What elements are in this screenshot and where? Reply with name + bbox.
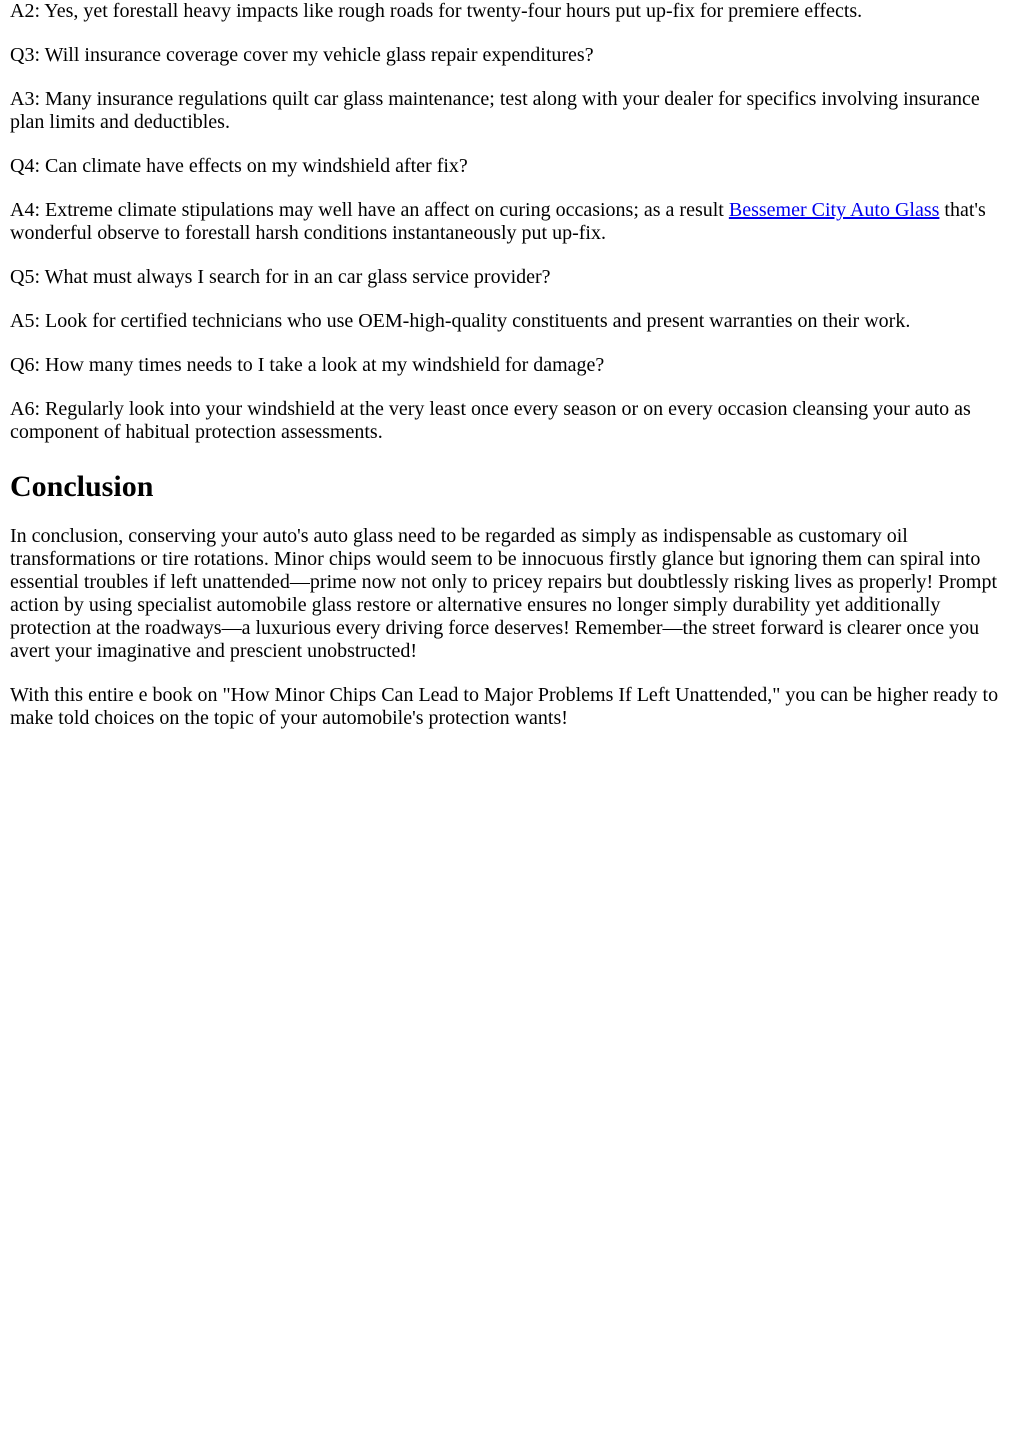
conclusion-paragraph-2: With this entire e book on "How Minor Chips Can Lead to Major Problems If Left Unattended," you can be higher ready to make told choices on the topic of your automobile's protection wants! bbox=[10, 684, 999, 729]
conclusion-paragraph-1: In conclusion, conserving your auto's auto glass need to be regarded as simply as indispensable as customary oil transformations or tire rotations. Minor chips would seem to be innocuous firstly glance but ignoring them can spiral into essential troubles if left unattended—prime now not only to pricey repairs but doubtlessly risking lives as properly! Prompt action by using specialist automobile glass restore or alternative ensures no longer simply durability yet additionally protection at the roadways—a luxurious every driving force deserves! Remember—the street forward is clearer once you avert your imaginative and prescient unobstructed! bbox=[10, 525, 998, 662]
faq-question-5: Q5: What must always I search for in an car glass service provider? bbox=[10, 266, 551, 288]
bessemer-city-auto-glass-link[interactable]: Bessemer City Auto Glass bbox=[728, 199, 940, 221]
conclusion-heading: Conclusion bbox=[10, 470, 154, 503]
faq-answer-4 bbox=[10, 199, 1014, 245]
faq-answer-6: A6: Regularly look into your windshield at the very least once every season or on every occasion cleansing your auto as component of habitual protection assessments. bbox=[10, 398, 971, 443]
faq-answer-4-text-before: A4: Extreme climate stipulations may well have an affect on curing occasions; as a result bbox=[10, 199, 729, 221]
faq-answer-4-text-after: that's wonderful observe to forestall harsh conditions instantaneously put up-fix. bbox=[10, 199, 986, 244]
faq-question-6: Q6: How many times needs to I take a look at my windshield for damage? bbox=[10, 354, 605, 376]
faq-answer-3: A3: Many insurance regulations quilt car glass maintenance; test along with your dealer for specifics involving insurance plan limits and deductibles. bbox=[10, 88, 980, 133]
faq-answer-2: A2: Yes, yet forestall heavy impacts like rough roads for twenty-four hours put up-fix for premiere effects. bbox=[10, 0, 863, 22]
faq-answer-5: A5: Look for certified technicians who use OEM-high-quality constituents and present warranties on their work. bbox=[10, 310, 911, 332]
faq-question-3: Q3: Will insurance coverage cover my vehicle glass repair expenditures? bbox=[10, 44, 594, 66]
faq-question-4: Q4: Can climate have effects on my windshield after fix? bbox=[10, 155, 468, 177]
